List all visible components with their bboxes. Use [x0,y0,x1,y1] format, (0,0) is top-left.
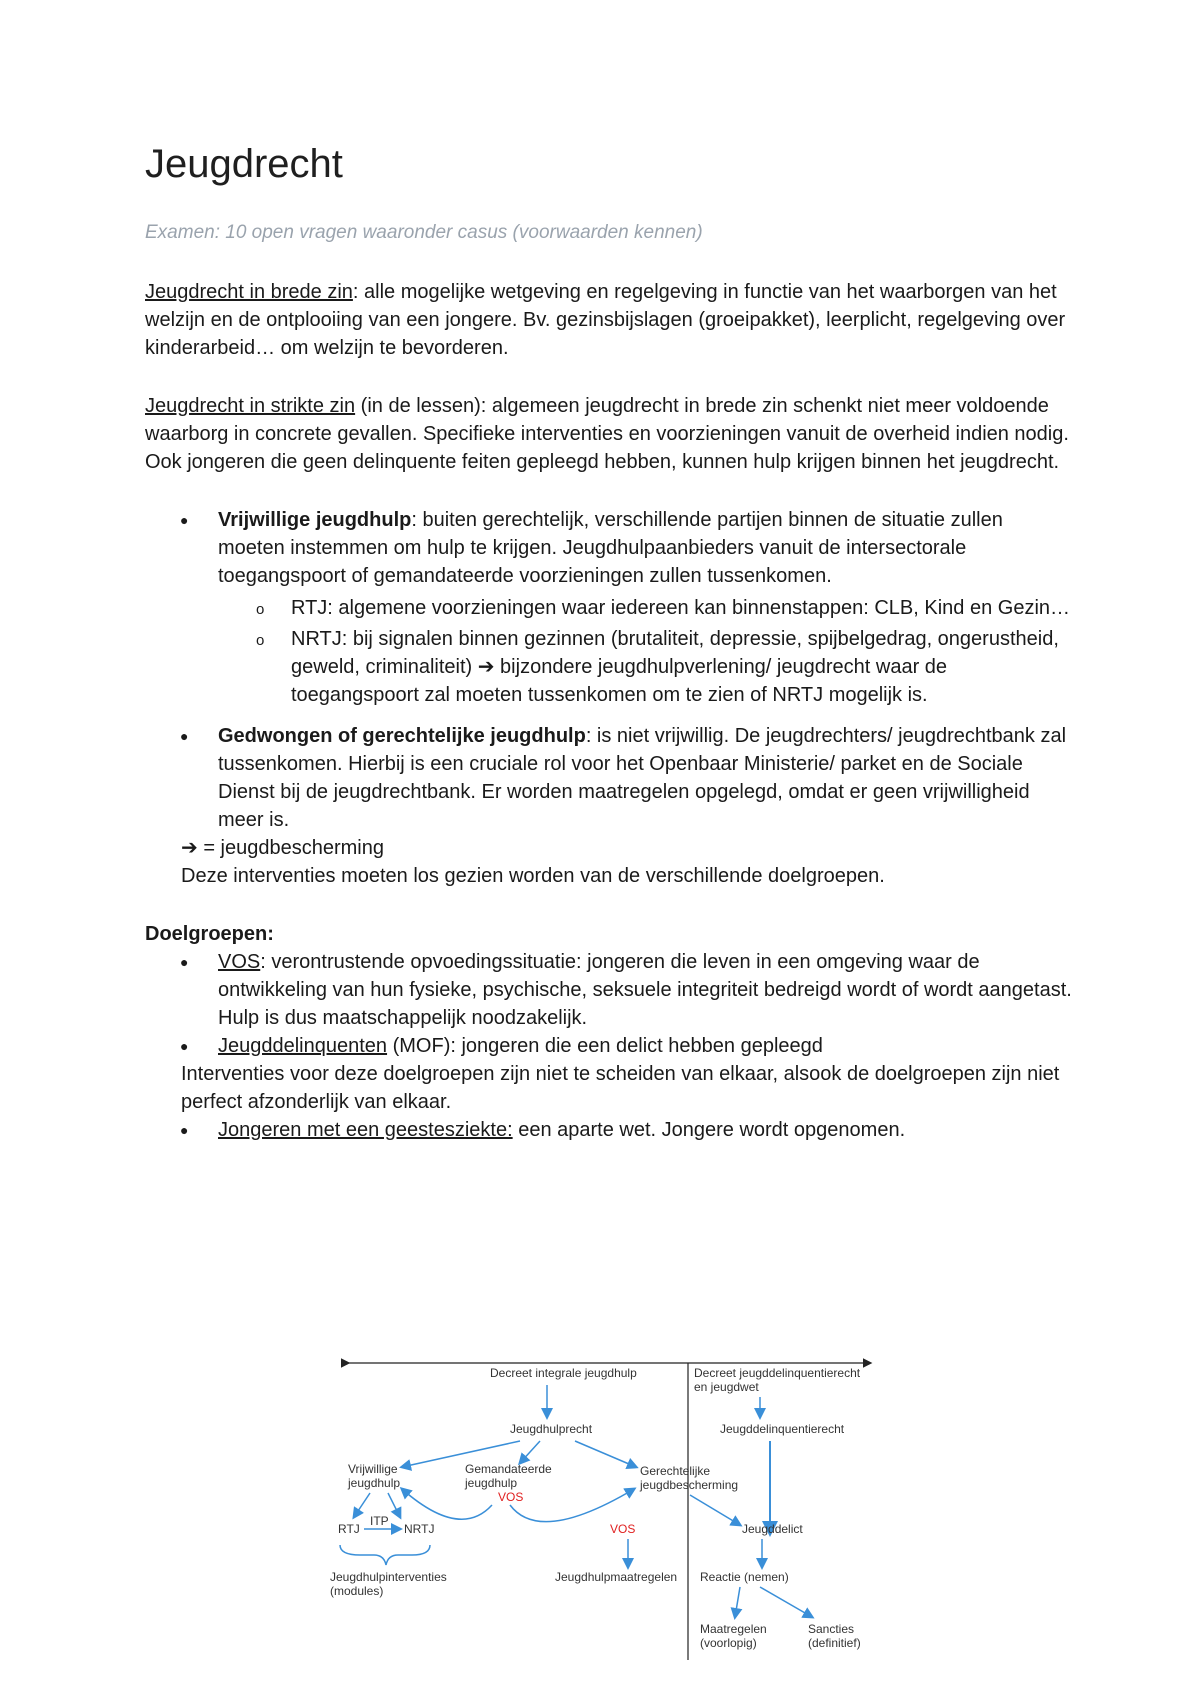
label-interventies-2: (modules) [330,1584,384,1598]
list-item-vos [145,948,1075,1032]
label-vos-a: VOS [498,1490,524,1504]
label-jeugdhulprecht: Jeugdhulprecht [510,1422,593,1436]
arrow-right-icon: ➔ [181,837,198,859]
hulp-list-2 [145,722,1075,834]
arrow-jhr-to-gem [520,1441,540,1463]
jeugdrecht-diagram [330,1355,890,1675]
doelgroepen-note: Interventies voor deze doelgroepen zijn niet te scheiden van elkaar, alsook de doelgroepen zijn niet perfect afzonderlijk van elkaar. [181,1063,1060,1113]
jeugdbescherming-text: = jeugdbescherming [197,837,384,859]
label-nrtj: NRTJ [404,1522,435,1536]
label-decreet-jd-1: Decreet jeugddelinquentierecht [694,1366,861,1380]
label-maatregelen2-2: (voorlopig) [700,1636,757,1650]
arrow-reactie-to-maatregelen [735,1587,740,1617]
label-vrijwillige-2: jeugdhulp [348,1476,401,1490]
term-jeugddelinquenten: Jeugddelinquenten [218,1035,388,1057]
term-strikte-zin: Jeugdrecht in strikte zin [145,395,356,417]
label-gemandateerde-2: jeugdhulp [465,1476,518,1490]
paragraph-strikte-zin [145,392,1075,448]
brace [340,1545,430,1565]
text-brede-zin: : alle mogelijke wetgeving en regelgeving in functie van het waarborgen van het welzijn en de ontplooiing van een jongere. Bv. gezinsbijslagen (groeipakket), leerplicht, regelgeving over kinderarbeid… om welzijn te bevorderen. [145,281,1066,359]
arrow-right-icon: ➔ [477,656,495,678]
document-page [145,140,1075,1144]
paragraph-ook-jongeren: Ook jongeren die geen delinquente feiten gepleegd hebben, kunnen hulp krijgen binnen het jeugdrecht. [145,451,1060,473]
list-item-gedwongen [145,722,1075,834]
sub-item-rtj: o RTJ: algemene voorzieningen waar iedereen kan binnenstappen: CLB, Kind en Gezin… [218,594,1075,622]
label-sancties-1: Sancties [808,1622,855,1636]
label-interventies-1: Jeugdhulpinterventies [330,1570,447,1584]
label-gerechtelijke-2: jeugdbescherming [640,1478,739,1492]
label-itp: ITP [370,1514,389,1528]
nrtj-text-a: NRTJ: bij signalen binnen gezinnen (brutaliteit, depressie, spijbelgedrag, ongerustheid, geweld, criminaliteit) [291,628,1059,678]
doelgroepen-list [145,948,1075,1060]
label-gerechtelijke-1: Gerechtelijke [640,1464,711,1478]
term-gedwongen: Gedwongen of gerechtelijke jeugdhulp [218,725,586,747]
arrow-vrijwillig-to-nrtj [388,1493,400,1517]
text-vos: : verontrustende opvoedingssituatie: jongeren die leven in een omgeving waar de ontwikkeling van hun fysieke, psychische, seksuele integriteit bedreigd wordt of wordt aangetast. Hulp is dus maatschappelijk noodzakelijk. [218,951,1072,1029]
label-gemandateerde-1: Gemandateerde [465,1462,552,1476]
arrow-jhr-to-ger [575,1441,636,1467]
term-brede-zin: Jeugdrecht in brede zin [145,281,353,303]
label-maatregelen: Jeugdhulpmaatregelen [555,1570,678,1584]
arrow-vrijwillig-to-rtj [354,1493,370,1517]
label-sancties-2: (definitief) [808,1636,861,1650]
term-geestesziekte: Jongeren met een geestesziekte: [218,1119,513,1141]
doelgroepen-heading-text: Doelgroepen: [145,923,274,945]
label-decreet-jd-2: en jeugdwet [694,1380,759,1394]
sub-list [218,594,1075,709]
exam-note: Examen: 10 open vragen waaronder casus (voorwaarden kennen) [145,222,703,243]
curve-vos-to-vrijwillig [402,1489,492,1519]
list-item-geestesziekte [145,1116,1075,1144]
interventies-line: Deze interventies moeten los gezien worden van de verschillende doelgroepen. [181,865,885,887]
text-strikte-zin: (in de lessen): algemeen jeugdrecht in brede zin schenkt niet meer voldoende waarborg in concrete gevallen. Specifieke interventies en voorzieningen vanuit de overheid indien nodig. [145,395,1069,445]
text-geestesziekte: een aparte wet. Jongere wordt opgenomen. [512,1119,906,1141]
term-vos: VOS [218,951,261,973]
label-vos-b: VOS [610,1522,636,1536]
paragraph-brede-zin [145,278,1075,362]
label-rtj: RTJ [338,1522,360,1536]
label-jeugddelinquentierecht: Jeugddelinquentierecht [720,1422,845,1436]
list-item-vrijwillig [145,506,1075,709]
term-vrijwillig: Vrijwillige jeugdhulp [218,509,412,531]
sub-item-nrtj [218,625,1075,709]
text-vrijwillig: : buiten gerechtelijk, verschillende partijen binnen de situatie zullen moeten instemmen om hulp te krijgen. Jeugdhulpaanbieders vanuit de intersectorale toegangspoort of gemandateerde voorzieningen zullen tussenkomen. [218,509,1003,587]
arrow-reactie-to-sancties [760,1587,812,1617]
label-reactie: Reactie (nemen) [700,1570,789,1584]
text-gedwongen: : is niet vrijwillig. De jeugdrechters/ jeugdrechtbank zal tussenkomen. Hierbij is een cruciale rol voor het Openbaar Ministerie/ parket en de Sociale Dienst bij de jeugdrechtbank. Er worden maatregelen opgelegd, omdat er geen vrijwilligheid meer is. [218,725,1067,831]
doelgroepen-list-2 [145,1116,1075,1144]
label-vrijwillige-1: Vrijwillige [348,1462,398,1476]
doelgroepen-heading [145,920,1075,948]
list-item-jeugddelinquenten [145,1032,1075,1060]
arrow-ger-to-delict [690,1495,740,1525]
hulp-list [145,506,1075,709]
label-maatregelen2-1: Maatregelen [700,1622,767,1636]
nrtj-text-b: bijzondere jeugdhulpverlening/ jeugdrecht waar de toegangspoort zal moeten tussenkomen om te zien of NRTJ mogelijk is. [291,656,948,706]
text-jeugddelinquenten: (MOF): jongeren die een delict hebben gepleegd [387,1035,823,1057]
label-jeugddelict: Jeugddelict [742,1522,803,1536]
curve-vos-to-gerechtelijk [510,1489,634,1522]
label-decreet-ij: Decreet integrale jeugdhulp [490,1366,637,1380]
page-title: Jeugdrecht [145,142,343,186]
jeugdbescherming-line [145,834,1075,862]
